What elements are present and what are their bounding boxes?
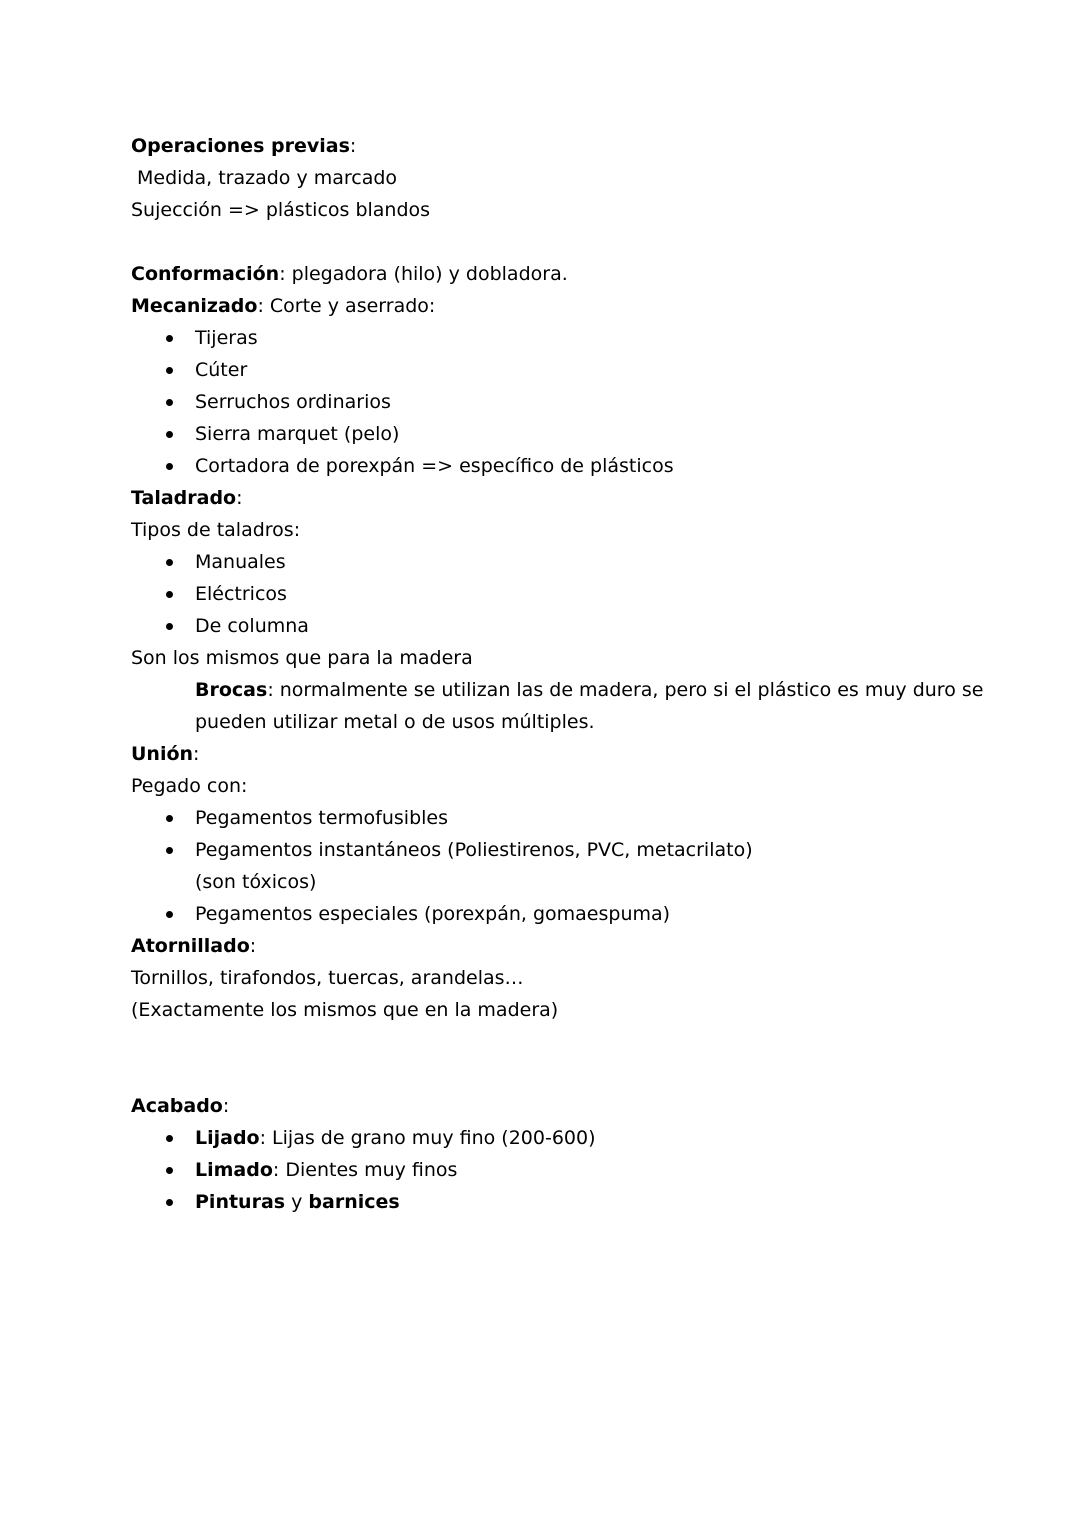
section-operaciones-heading — [131, 130, 1011, 162]
heading-operaciones: Operaciones previas — [131, 135, 350, 157]
bullet-icon — [166, 1135, 173, 1142]
heading-taladrado: Taladrado — [131, 487, 237, 509]
spacer — [131, 226, 1011, 258]
list-item-text: Cortadora de porexpán => específico de plásticos — [195, 455, 674, 477]
heading-union: Unión — [131, 743, 194, 765]
bullet-icon — [166, 815, 173, 822]
document-page — [131, 130, 1011, 1218]
mecanizado-list — [131, 322, 1011, 482]
heading-colon: : — [193, 743, 200, 765]
mecanizado-text: : Corte y aserrado: — [257, 295, 436, 317]
list-item-text: Eléctricos — [195, 583, 287, 605]
bullet-icon — [166, 847, 173, 854]
union-intro: Pegado con: — [131, 775, 248, 797]
bullet-icon — [166, 623, 173, 630]
list-item — [131, 898, 1011, 930]
atornillado-line-2: (Exactamente los mismos que en la madera) — [131, 999, 559, 1021]
list-item — [131, 546, 1011, 578]
heading-colon: : — [349, 135, 357, 157]
list-item — [131, 418, 1011, 450]
heading-colon: : — [236, 487, 243, 509]
list-item — [131, 1186, 1011, 1218]
list-item — [131, 386, 1011, 418]
operaciones-line-2: Sujección => plásticos blandos — [131, 199, 431, 221]
list-item-text: Tijeras — [195, 327, 258, 349]
heading-acabado: Acabado — [131, 1095, 223, 1117]
list-item — [131, 322, 1011, 354]
heading-atornillado: Atornillado — [131, 935, 250, 957]
operaciones-line-1: Medida, trazado y marcado — [137, 167, 398, 189]
heading-colon: : — [222, 1095, 230, 1117]
list-item — [131, 834, 1011, 898]
heading-colon: : — [249, 935, 257, 957]
list-item-text: Serruchos ordinarios — [195, 391, 391, 413]
taladrado-intro: Tipos de taladros: — [131, 519, 301, 541]
list-item-label: barnices — [308, 1191, 400, 1213]
bullet-icon — [166, 335, 173, 342]
list-item-text: Manuales — [195, 551, 286, 573]
bullet-icon — [166, 463, 173, 470]
heading-conformacion: Conformación — [131, 263, 280, 285]
taladrado-note: Son los mismos que para la madera — [131, 647, 473, 669]
list-item-label: Lijado — [195, 1127, 260, 1149]
section-mecanizado — [131, 290, 1011, 322]
list-item — [131, 1154, 1011, 1186]
bullet-icon — [166, 367, 173, 374]
list-item-text: Pegamentos especiales (porexpán, gomaespuma) — [195, 903, 671, 925]
bullet-icon — [166, 1199, 173, 1206]
list-item-text: Pegamentos instantáneos (Poliestirenos, PVC, metacrilato) — [195, 839, 753, 861]
section-acabado-heading — [131, 1090, 1011, 1122]
list-item — [131, 610, 1011, 642]
list-item-text: Pegamentos termofusibles — [195, 807, 449, 829]
spacer — [131, 1026, 1011, 1090]
section-conformacion — [131, 258, 1011, 290]
list-item — [131, 578, 1011, 610]
bullet-icon — [166, 559, 173, 566]
list-item-label: Limado — [195, 1159, 273, 1181]
list-item-label: Pinturas — [195, 1191, 286, 1213]
list-item-text: : Lijas de grano muy fino (200-600) — [259, 1127, 596, 1149]
section-atornillado-heading — [131, 930, 1011, 962]
brocas-label: Brocas — [195, 679, 268, 701]
bullet-icon — [166, 591, 173, 598]
list-item-text: Cúter — [195, 359, 248, 381]
list-item-text: De columna — [195, 615, 309, 637]
taladrado-list — [131, 546, 1011, 642]
atornillado-line-1: Tornillos, tirafondos, tuercas, arandelas… — [131, 967, 524, 989]
acabado-list — [131, 1122, 1011, 1218]
heading-mecanizado: Mecanizado — [131, 295, 258, 317]
brocas-text: : normalmente se utilizan las de madera, pero si el plástico es muy duro se pueden utilizar metal o de usos múltiples. — [195, 679, 984, 733]
section-taladrado-heading — [131, 482, 1011, 514]
bullet-icon — [166, 399, 173, 406]
section-union-heading — [131, 738, 1011, 770]
list-item — [131, 802, 1011, 834]
list-item-text: y — [285, 1191, 309, 1213]
union-list — [131, 802, 1011, 930]
bullet-icon — [166, 431, 173, 438]
list-item-text: Sierra marquet (pelo) — [195, 423, 400, 445]
list-item — [131, 450, 1011, 482]
list-item — [131, 1122, 1011, 1154]
brocas-paragraph — [131, 674, 1011, 738]
list-item-continuation: (son tóxicos) — [195, 871, 317, 893]
list-item-text: : Dientes muy finos — [272, 1159, 458, 1181]
bullet-icon — [166, 1167, 173, 1174]
bullet-icon — [166, 911, 173, 918]
list-item — [131, 354, 1011, 386]
conformacion-text: : plegadora (hilo) y dobladora. — [279, 263, 568, 285]
